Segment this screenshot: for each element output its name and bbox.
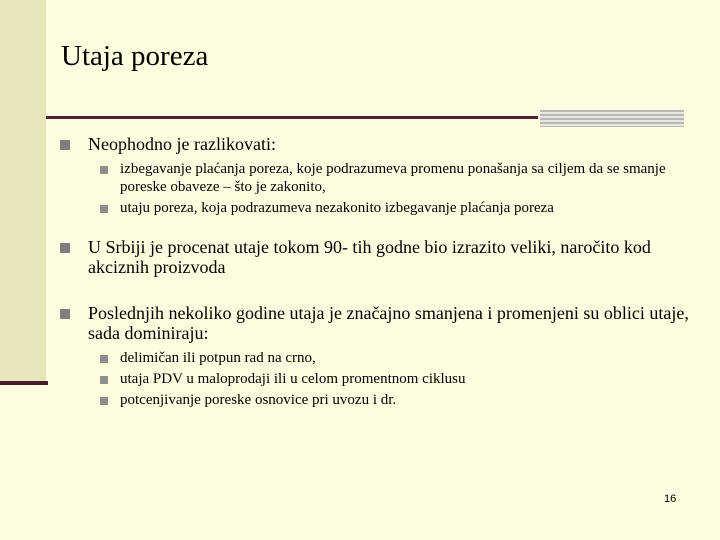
square-bullet-icon (100, 397, 108, 405)
left-decor-band (0, 0, 46, 384)
sub-bullet-text: utaja PDV u maloprodaji ili u celom promentnom ciklusu (120, 371, 466, 387)
title-rule-accent (540, 110, 684, 127)
sub-bullet-text: izbegavanje plaćanja poreza, koje podrazumeva promenu ponašanja sa ciljem da se smanje poreske obaveze – što je zakonito, (120, 161, 666, 195)
sub-bullet-item (60, 370, 690, 388)
bullet-text: Poslednjih nekoliko godine utaja je značajno smanjena i promenjeni su oblici utaje, sada dominiraju: (88, 303, 689, 343)
sub-bullet-text: utaju poreza, koja podrazumeva nezakonito izbegavanje plaćanja poreza (120, 200, 554, 216)
sub-bullet-item (60, 349, 690, 367)
square-bullet-icon (100, 355, 108, 363)
bullet-item (60, 303, 690, 343)
sub-bullet-item (60, 391, 690, 409)
slide-body (60, 134, 690, 409)
square-bullet-icon (60, 140, 70, 150)
sub-bullet-text: potcenjivanje poreske osnovice pri uvozu i dr. (120, 392, 397, 408)
square-bullet-icon (100, 376, 108, 384)
bullet-item (60, 134, 690, 154)
square-bullet-icon (60, 309, 70, 319)
page-number: 16 (664, 493, 677, 505)
title-rule (46, 116, 538, 119)
sub-bullet-item (60, 199, 690, 217)
square-bullet-icon (60, 243, 70, 253)
bullet-item (60, 237, 690, 277)
sub-bullet-text: delimičan ili potpun rad na crno, (120, 350, 316, 366)
slide-title: Utaja poreza (61, 40, 209, 72)
square-bullet-icon (100, 166, 108, 174)
left-decor-band-base (0, 381, 48, 385)
bullet-text: U Srbiji je procenat utaje tokom 90- tih godne bio izrazito veliki, naročito kod akciznih proizvoda (88, 237, 651, 277)
bullet-text: Neophodno je razlikovati: (88, 134, 276, 154)
square-bullet-icon (100, 205, 108, 213)
sub-bullet-item (60, 160, 690, 196)
